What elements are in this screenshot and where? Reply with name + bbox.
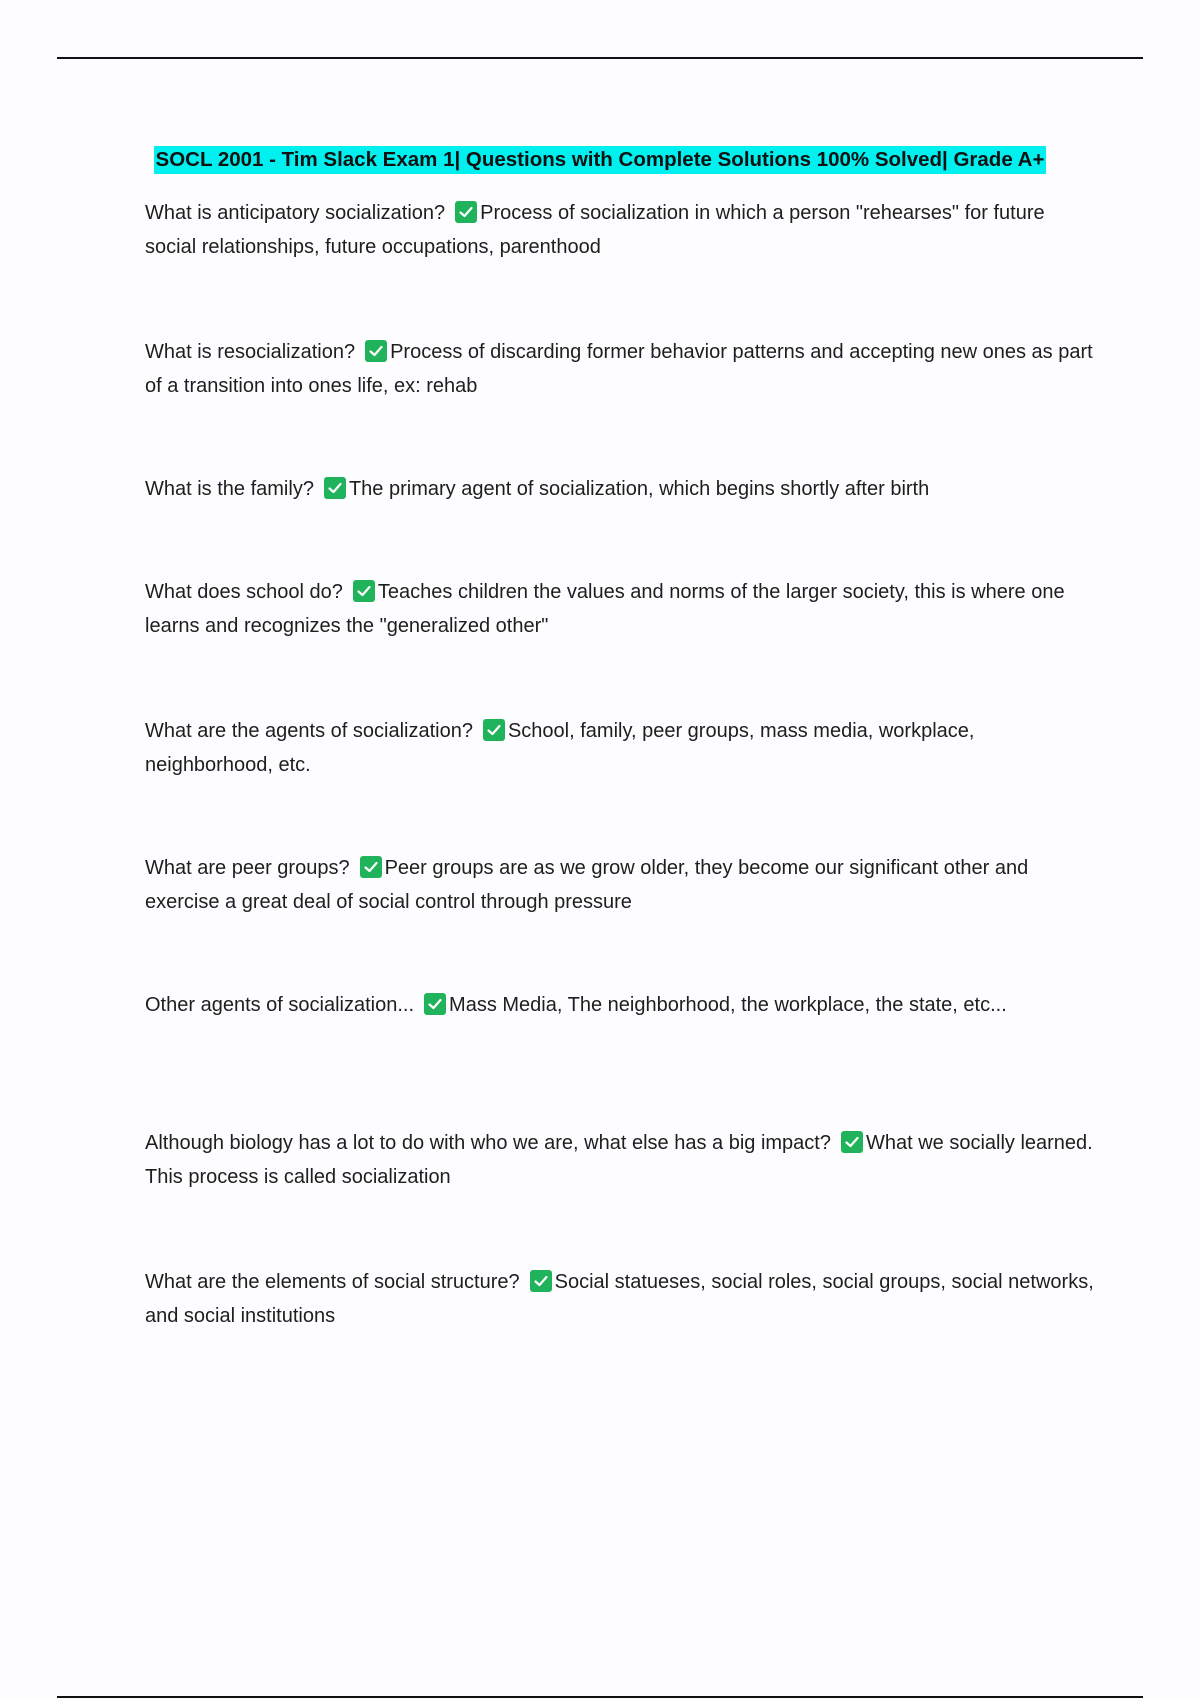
check-mark-icon <box>841 1131 863 1153</box>
check-mark-icon <box>353 580 375 602</box>
answer-text: Process of socialization in which a person "rehearses" for future social relationships, future occupations, parenthood <box>145 202 1045 258</box>
answer-text: What we socially learned. This process is called socialization <box>145 1132 1093 1188</box>
answer-text: School, family, peer groups, mass media, workplace, neighborhood, etc. <box>145 720 975 776</box>
qa-item <box>145 1265 1095 1333</box>
qa-item <box>145 335 1095 403</box>
document-title: SOCL 2001 - Tim Slack Exam 1| Questions with Complete Solutions 100% Solved| Grade A+ <box>154 146 1047 174</box>
qa-item <box>145 988 1095 1022</box>
check-mark-icon <box>324 477 346 499</box>
qa-item <box>145 851 1095 919</box>
top-rule <box>57 57 1143 59</box>
check-mark-icon <box>365 340 387 362</box>
check-mark-icon <box>530 1270 552 1292</box>
question-text: What is anticipatory socialization? <box>145 202 446 224</box>
qa-item <box>145 575 1095 643</box>
bottom-rule <box>57 1696 1143 1698</box>
question-text: What is the family? <box>145 478 314 500</box>
answer-text: Teaches children the values and norms of the larger society, this is where one learns and recognizes the "generalized other" <box>145 581 1065 637</box>
qa-item <box>145 196 1095 264</box>
question-text: What does school do? <box>145 581 343 603</box>
answer-text: Process of discarding former behavior patterns and accepting new ones as part of a transition into ones life, ex: rehab <box>145 341 1093 397</box>
question-text: What are the agents of socialization? <box>145 720 473 742</box>
check-mark-icon <box>455 201 477 223</box>
qa-item <box>145 714 1095 782</box>
check-mark-icon <box>483 719 505 741</box>
question-text: Although biology has a lot to do with who we are, what else has a big impact? <box>145 1132 831 1154</box>
check-mark-icon <box>424 993 446 1015</box>
title-container <box>0 146 1200 174</box>
qa-item <box>145 1126 1095 1194</box>
answer-text: Peer groups are as we grow older, they become our significant other and exercise a great deal of social control through pressure <box>145 857 1029 913</box>
answer-text: Mass Media, The neighborhood, the workplace, the state, etc... <box>449 994 1007 1016</box>
question-text: Other agents of socialization... <box>145 994 415 1016</box>
question-text: What is resocialization? <box>145 341 356 363</box>
answer-text: The primary agent of socialization, which begins shortly after birth <box>348 478 930 500</box>
question-text: What are peer groups? <box>145 857 350 879</box>
check-mark-icon <box>360 856 382 878</box>
qa-item <box>145 472 1095 506</box>
answer-text: Social statueses, social roles, social groups, social networks, and social institutions <box>145 1271 1094 1327</box>
question-text: What are the elements of social structure? <box>145 1271 520 1293</box>
